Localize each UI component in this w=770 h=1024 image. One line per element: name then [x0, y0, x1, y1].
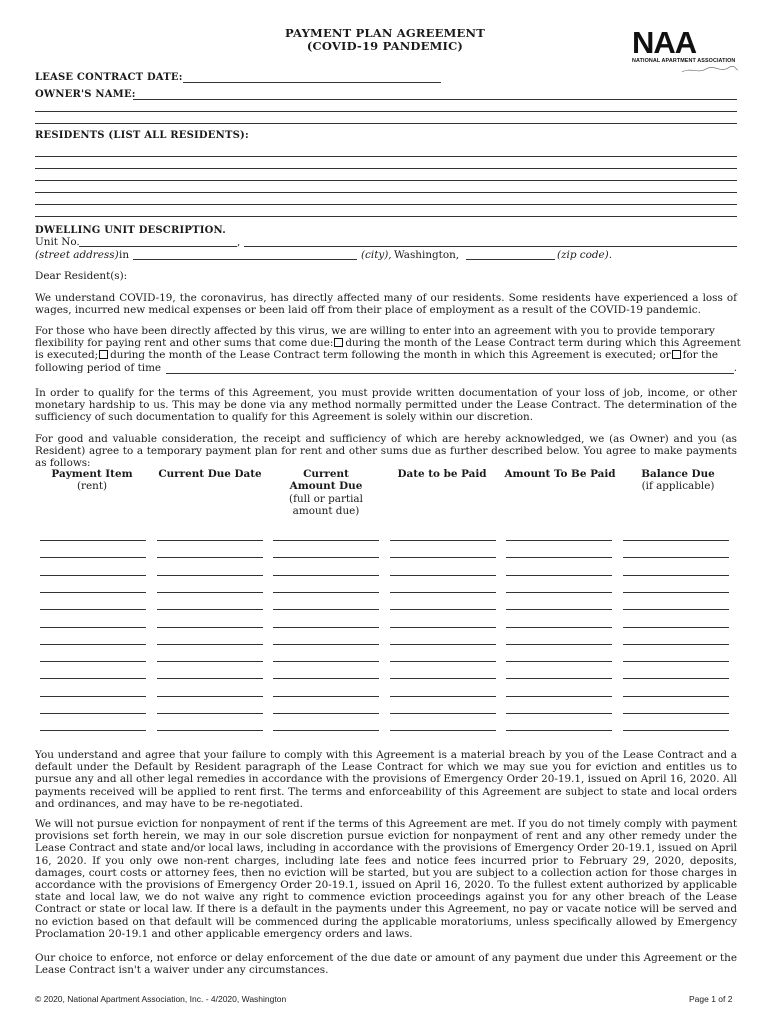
col-header-current-amount-title: Current — [303, 468, 349, 480]
option-period-checkbox[interactable] — [672, 350, 681, 359]
lease-contract-date-field[interactable] — [183, 82, 441, 83]
table-cell-field[interactable] — [506, 730, 612, 731]
state-label: Washington, — [394, 249, 460, 261]
paragraph-covid-impact: We understand COVID-19, the coronavirus, has directly affected many of our residents. Some residents have experienced a loss of wages, incurred new medical expenses or been laid off from their place of employment as a result of the COVID-19 pandemic. — [35, 292, 737, 317]
table-cell-field[interactable] — [273, 730, 379, 731]
paragraph-qualification: In order to qualify for the terms of this Agreement, you must provide written documentation of your loss of job, income, or other monetary hardship to us. This may be done via any method normally permitted under the Lease Contract. The determination of the sufficiency of such documentation to qualify for this Agreement is solely within our discretion. — [35, 387, 737, 424]
table-cell-field[interactable] — [273, 713, 379, 714]
lease-contract-date-label: LEASE CONTRACT DATE: — [35, 72, 183, 83]
unit-no-label: Unit No. — [35, 236, 80, 248]
footer-copyright: © 2020, National Apartment Association, Inc. - 4/2020, Washington — [35, 994, 287, 1004]
table-cell-field[interactable] — [623, 696, 729, 697]
table-cell-field[interactable] — [390, 540, 496, 541]
table-cell-field[interactable] — [623, 678, 729, 679]
flexibility-line-1: For those who have been directly affected by this virus, we are willing to enter into an agreement with you to provide temporary — [35, 325, 715, 337]
table-cell-field[interactable] — [390, 713, 496, 714]
table-cell-field[interactable] — [623, 575, 729, 576]
table-cell-field[interactable] — [623, 713, 729, 714]
table-cell-field[interactable] — [390, 557, 496, 558]
col-header-current-amount-due — [274, 468, 378, 517]
unit-no-comma: , — [237, 236, 241, 248]
unit-address-field[interactable] — [244, 246, 737, 247]
flexibility-line-4 — [35, 362, 737, 374]
col-header-current-due-date — [150, 468, 270, 480]
table-cell-field[interactable] — [506, 592, 612, 593]
table-cell-field[interactable] — [40, 730, 146, 731]
table-cell-field[interactable] — [506, 609, 612, 610]
dwelling-unit-label: DWELLING UNIT DESCRIPTION. — [35, 225, 226, 236]
table-cell-field[interactable] — [506, 678, 612, 679]
table-cell-field[interactable] — [40, 540, 146, 541]
table-cell-field[interactable] — [157, 592, 263, 593]
table-cell-field[interactable] — [40, 678, 146, 679]
table-cell-field[interactable] — [506, 644, 612, 645]
zip-label: (zip code). — [557, 249, 613, 261]
table-cell-field[interactable] — [623, 609, 729, 610]
table-cell-field[interactable] — [390, 575, 496, 576]
period-end-dot: . — [733, 361, 737, 374]
flexibility-text-d: during the month of the Lease Contract term following the month in which this Agreement is executed; or — [110, 349, 671, 362]
street-address-label: (street address) — [35, 249, 119, 261]
table-cell-field[interactable] — [273, 540, 379, 541]
table-cell-field[interactable] — [623, 627, 729, 628]
col-header-payment-item-title: Payment Item — [51, 468, 133, 480]
table-cell-field[interactable] — [390, 730, 496, 731]
table-cell-field[interactable] — [273, 592, 379, 593]
flexibility-text-e: for the — [682, 349, 719, 362]
table-cell-field[interactable] — [273, 661, 379, 662]
table-cell-field[interactable] — [157, 609, 263, 610]
paragraph-consideration: For good and valuable consideration, the receipt and sufficiency of which are hereby acknowledged, we (as Owner) and you (as Resident) agree to a temporary payment plan for rent and other sums due as further described below. You agree to make payments as follows: — [35, 433, 737, 470]
period-of-time-field[interactable] — [166, 373, 734, 374]
table-cell-field[interactable] — [390, 661, 496, 662]
table-cell-field[interactable] — [40, 627, 146, 628]
table-cell-field[interactable] — [273, 557, 379, 558]
title-line-2: (COVID-19 PANDEMIC) — [306, 39, 464, 53]
table-cell-field[interactable] — [506, 661, 612, 662]
logo-subtitle: NATIONAL APARTMENT ASSOCIATION — [632, 58, 736, 64]
residents-field-line-6[interactable] — [35, 216, 737, 217]
city-field[interactable] — [133, 259, 357, 260]
table-cell-field[interactable] — [40, 644, 146, 645]
logo-text: NAA — [632, 25, 697, 60]
option-current-month-checkbox[interactable] — [334, 338, 343, 347]
table-cell-field[interactable] — [157, 540, 263, 541]
flexibility-text-a: flexibility for paying rent and other sums that come due: — [35, 337, 334, 350]
table-cell-field[interactable] — [623, 540, 729, 541]
flexibility-text-c: is executed; — [35, 349, 99, 362]
table-cell-field[interactable] — [623, 661, 729, 662]
table-cell-field[interactable] — [273, 575, 379, 576]
paragraph-flexibility — [35, 325, 741, 374]
table-cell-field[interactable] — [157, 575, 263, 576]
table-cell-field[interactable] — [506, 540, 612, 541]
table-cell-field[interactable] — [506, 557, 612, 558]
residents-label: RESIDENTS (LIST ALL RESIDENTS): — [35, 130, 249, 141]
flexibility-line-3 — [35, 349, 737, 361]
table-cell-field[interactable] — [157, 627, 263, 628]
table-cell-field[interactable] — [40, 557, 146, 558]
table-cell-field[interactable] — [157, 730, 263, 731]
salutation: Dear Resident(s): — [35, 270, 128, 282]
residents-field-line-4[interactable] — [35, 192, 737, 193]
col-header-payment-item-sub: (rent) — [76, 480, 108, 493]
in-label: in — [119, 249, 130, 261]
col-header-payment-item — [40, 468, 144, 493]
table-cell-field[interactable] — [623, 557, 729, 558]
table-cell-field[interactable] — [157, 696, 263, 697]
col-header-current-amount-sub2: (full or partial — [289, 492, 363, 505]
table-cell-field[interactable] — [390, 696, 496, 697]
table-cell-field[interactable] — [273, 644, 379, 645]
flexibility-line-2 — [35, 337, 741, 350]
paragraph-no-waiver: Our choice to enforce, not enforce or delay enforcement of the due date or amount of any payment due under this Agreement or the Lease Contract isn't a waiver under any circumstances. — [35, 952, 737, 977]
col-header-current-amount-sub3: amount due) — [292, 504, 360, 517]
table-cell-field[interactable] — [273, 609, 379, 610]
city-label: (city), — [361, 249, 392, 261]
title-line-1: PAYMENT PLAN AGREEMENT — [285, 26, 485, 40]
col-header-amount-to-be-paid — [500, 468, 620, 480]
table-cell-field[interactable] — [157, 661, 263, 662]
naa-logo — [632, 25, 742, 70]
table-cell-field[interactable] — [40, 661, 146, 662]
paragraph-eviction: We will not pursue eviction for nonpayment of rent if the terms of this Agreement are met. If you do not timely comply with payment provisions set forth herein, we may in our sole discretion pursue eviction for nonpayment of rent and any other remedy under the Lease Contract and state and/or local laws, including in accordance with the provisions of Emergency Order 20-19.1, issued on April 16, 2020. If you only owe non-rent charges, including late fees and notice fees incurred prior to February 29, 2020, deposits, damages, court costs or attorney fees, then no eviction will be started, but you are subject to a collection action for those charges in accordance with the provisions of Emergency Order 20-19.1, issued on April 16, 2020. To the fullest extent authorized by applicable state and local law, we do not waive any right to commence eviction proceedings against you for any other breach of the Lease Contract or state or local law. If there is a default in the payments under this Agreement, no pay or vacate notice will be served and no eviction based on that default will be commenced during the applicable moratoriums, unless specifically allowed by Emergency Proclamation 20-19.1 and other applicable emergency orders and laws. — [35, 818, 737, 940]
option-following-month-checkbox[interactable] — [99, 350, 108, 359]
table-cell-field[interactable] — [623, 592, 729, 593]
col-header-balance-due-title: Balance Due — [641, 468, 715, 480]
col-header-date-to-be-paid — [386, 468, 498, 480]
col-header-amount-to-be-paid-title: Amount To Be Paid — [504, 468, 616, 480]
residents-field-line-3[interactable] — [35, 180, 737, 181]
table-cell-field[interactable] — [273, 678, 379, 679]
table-cell-field[interactable] — [506, 713, 612, 714]
table-cell-field[interactable] — [157, 713, 263, 714]
table-cell-field[interactable] — [390, 592, 496, 593]
residents-field-line-5[interactable] — [35, 204, 737, 205]
table-cell-field[interactable] — [390, 609, 496, 610]
col-header-current-amount-sub1: Amount Due — [289, 480, 363, 493]
unit-no-field[interactable] — [79, 246, 237, 247]
table-cell-field[interactable] — [506, 627, 612, 628]
table-cell-field[interactable] — [157, 557, 263, 558]
col-header-balance-due-sub: (if applicable) — [641, 480, 715, 493]
table-cell-field[interactable] — [390, 627, 496, 628]
table-cell-field[interactable] — [623, 644, 729, 645]
residents-field-line-1[interactable] — [35, 156, 737, 157]
table-cell-field[interactable] — [40, 696, 146, 697]
col-header-current-due-date-title: Current Due Date — [158, 468, 262, 480]
residents-field-line-2[interactable] — [35, 168, 737, 169]
owners-name-field-line-3[interactable] — [35, 123, 737, 124]
table-cell-field[interactable] — [390, 678, 496, 679]
table-cell-field[interactable] — [157, 644, 263, 645]
table-cell-field[interactable] — [390, 644, 496, 645]
table-cell-field[interactable] — [40, 592, 146, 593]
owners-name-field-line-2[interactable] — [35, 111, 737, 112]
table-cell-field[interactable] — [623, 730, 729, 731]
flexibility-text-f: following period of time — [35, 361, 162, 374]
owners-name-field[interactable] — [133, 99, 737, 100]
signature-mark — [680, 65, 740, 75]
table-cell-field[interactable] — [506, 696, 612, 697]
table-cell-field[interactable] — [40, 575, 146, 576]
table-cell-field[interactable] — [40, 713, 146, 714]
col-header-date-to-be-paid-title: Date to be Paid — [397, 468, 487, 480]
table-cell-field[interactable] — [157, 678, 263, 679]
flexibility-text-b: during the month of the Lease Contract term during which this Agreement — [345, 337, 741, 350]
owners-name-label: OWNER'S NAME: — [35, 89, 136, 100]
table-cell-field[interactable] — [506, 575, 612, 576]
footer-page-number: Page 1 of 2 — [689, 994, 733, 1004]
paragraph-default: You understand and agree that your failure to comply with this Agreement is a material breach by you of the Lease Contract and a default under the Default by Resident paragraph of the Lease Contract for which we may sue you for eviction and entitles us to pursue any and all other legal remedies in accordance with the provisions of Emergency Order 20-19.1, issued on April 16, 2020. All payments received will be applied to rent first. The terms and enforceability of this Agreement are subject to state and local orders and ordinances, and may have to be re-negotiated. — [35, 749, 737, 810]
table-cell-field[interactable] — [273, 696, 379, 697]
zip-field[interactable] — [466, 259, 555, 260]
table-cell-field[interactable] — [40, 609, 146, 610]
table-cell-field[interactable] — [273, 627, 379, 628]
col-header-balance-due — [624, 468, 732, 493]
